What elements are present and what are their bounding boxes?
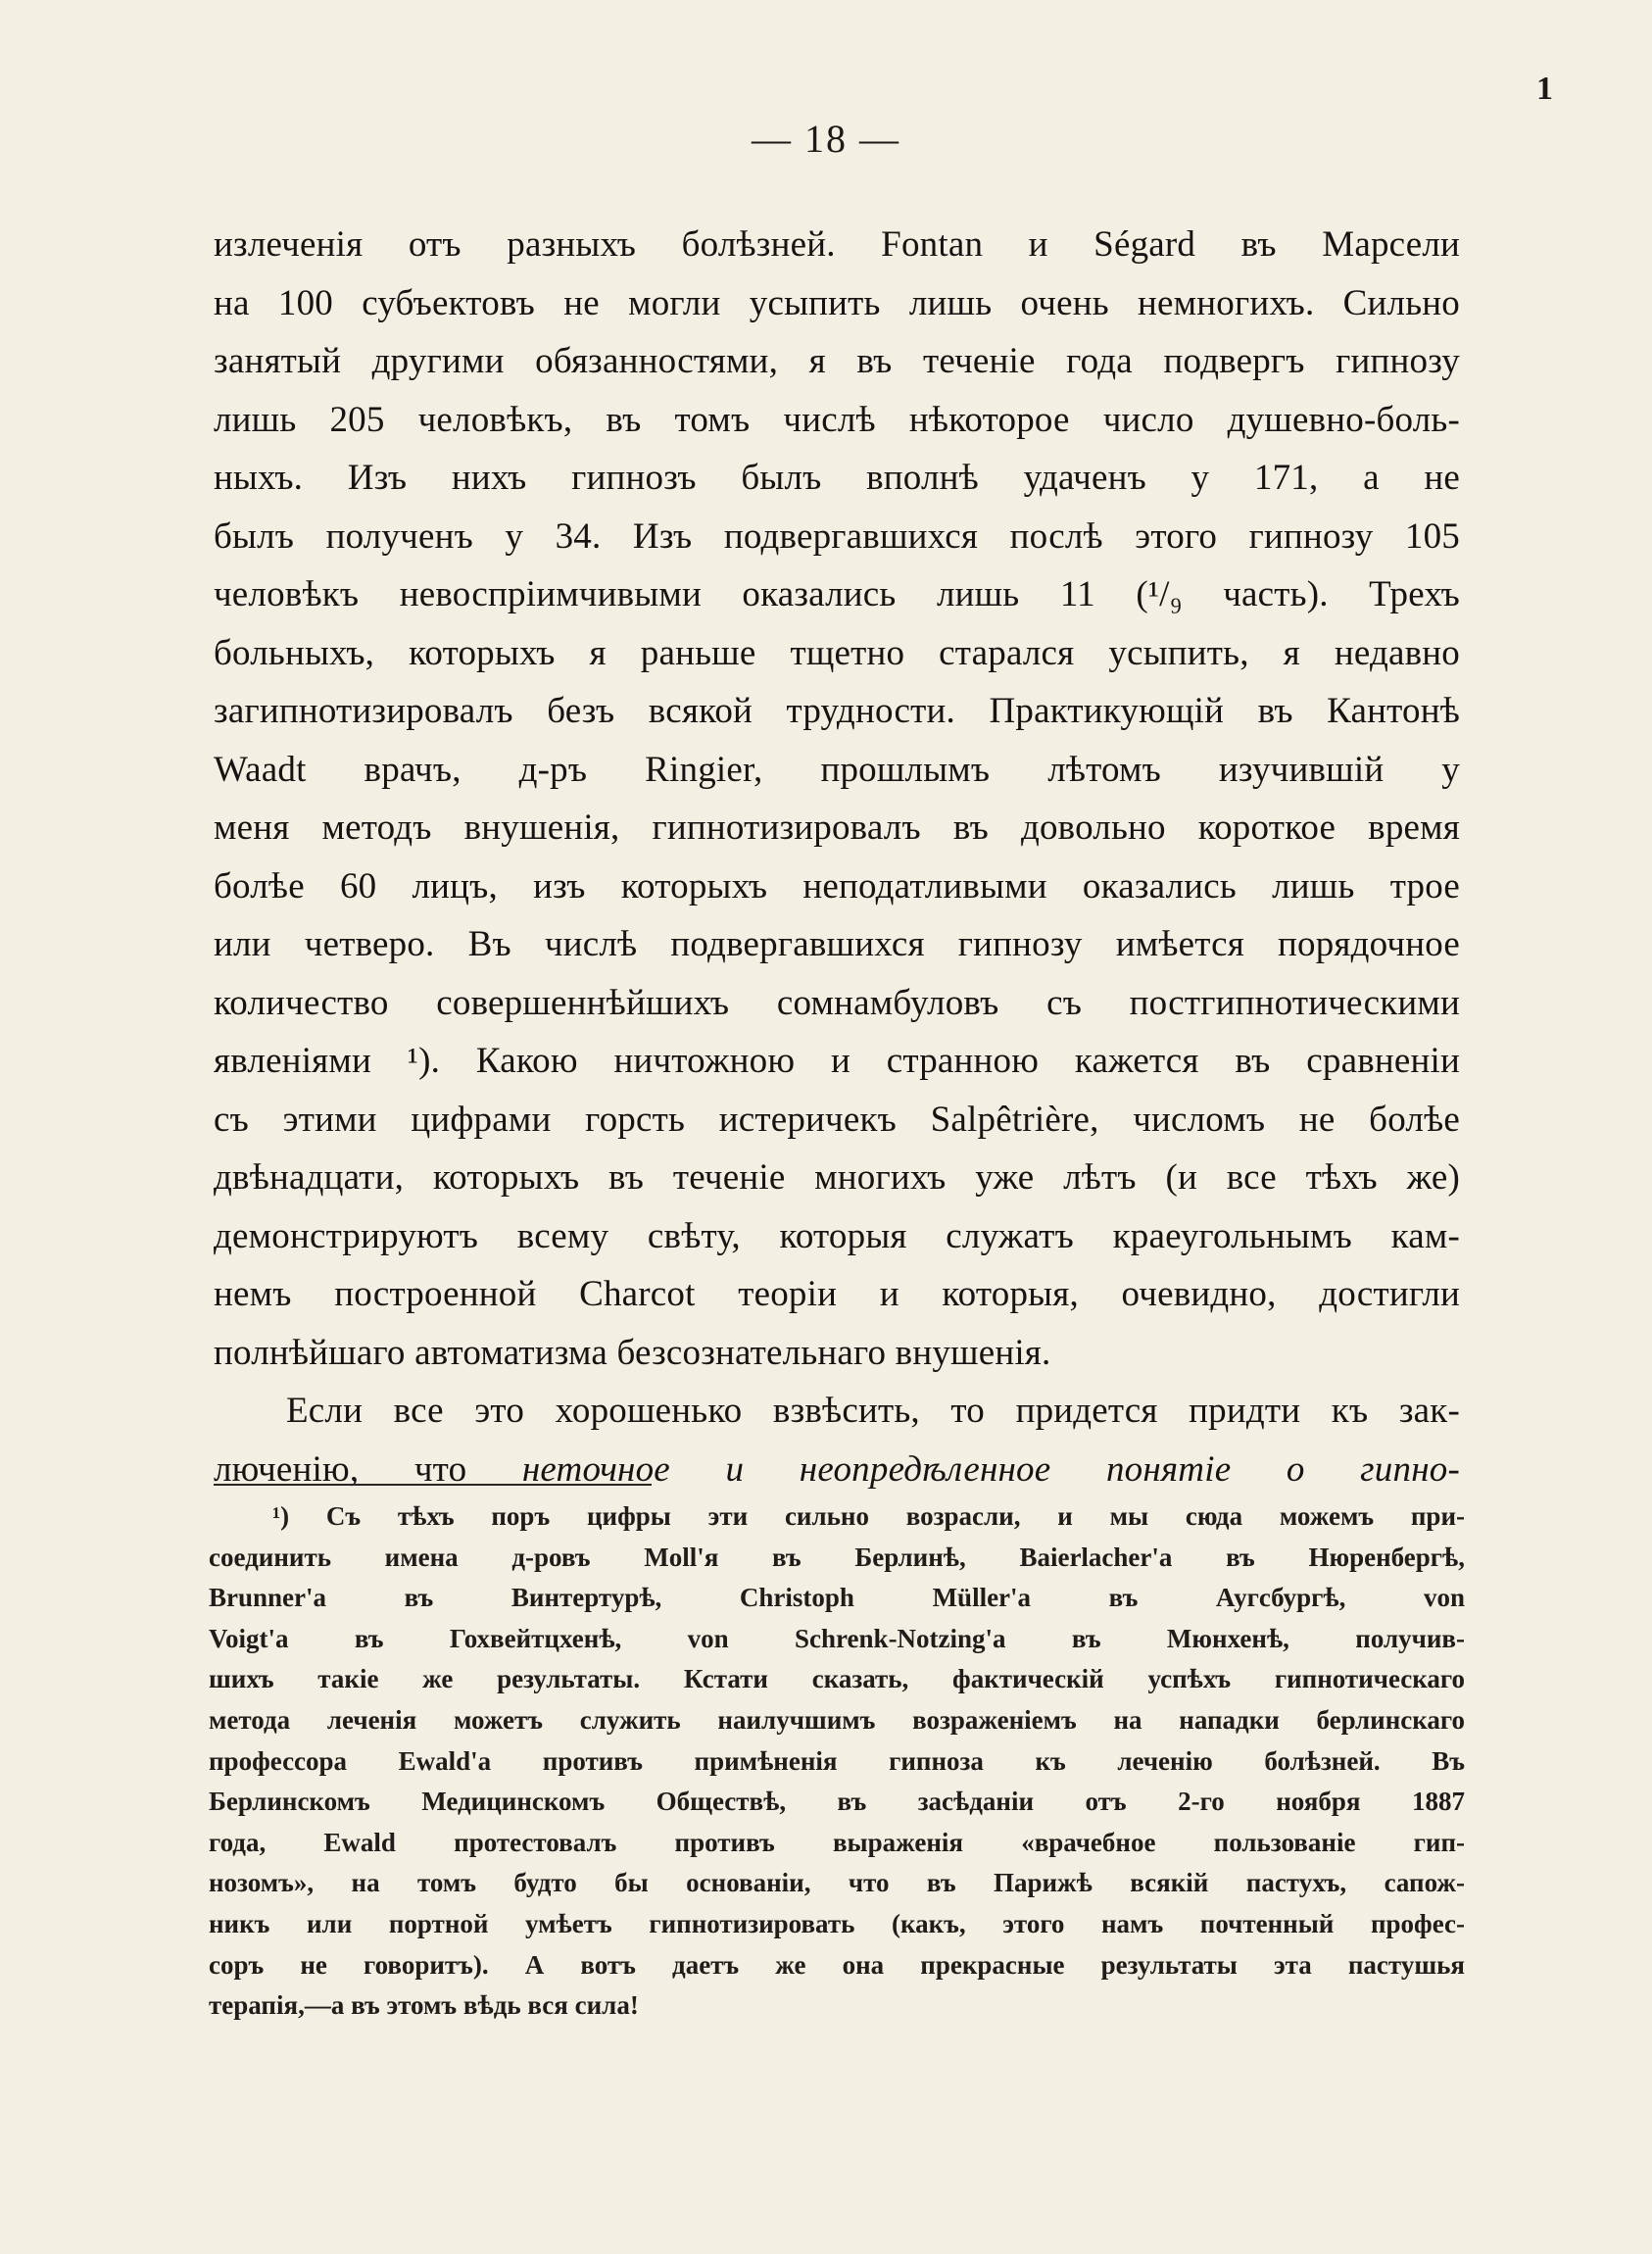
footnote-line: Берлинскомъ Медицинскомъ Обществѣ, въ засѣданіи отъ 2-го ноября 1887 xyxy=(209,1787,1465,1817)
footnote-line: соръ не говоритъ). А вотъ даетъ же она прекрасные результаты эта пастушья xyxy=(209,1949,1465,1980)
body-line: больныхъ, которыхъ я раньше тщетно старался усыпить, я недавно xyxy=(214,632,1460,673)
footnote-line: метода леченія можетъ служить наилучшимъ возраженіемъ на нападки берлинскаго xyxy=(209,1704,1465,1735)
footnote-line: никъ или портной умѣетъ гипнотизировать (какъ, этого намъ почтенный профес- xyxy=(209,1908,1465,1938)
body-text xyxy=(214,216,1460,1498)
body-line: загипнотизировалъ безъ всякой трудности. Практикующій въ Кантонѣ xyxy=(214,691,1460,731)
body-line: явленіями ¹). Какою ничтожною и странною кажется въ сравненіи xyxy=(214,1041,1460,1081)
body-line: количество совершеннѣйшихъ сомнамбуловъ съ постгипнотическими xyxy=(214,982,1460,1023)
body-line: Если все это хорошенько взвѣсить, то придется придти къ зак- xyxy=(286,1391,1460,1431)
body-line: Waadt врачъ, д-ръ Ringier, прошлымъ лѣтомъ изучившій у xyxy=(214,749,1460,790)
footnote-line: соединить имена д-ровъ Moll'я въ Берлинѣ, Baierlacher'а въ Нюренбергѣ, xyxy=(209,1542,1465,1572)
body-line: занятый другими обязанностями, я въ теченіе года подвергъ гипнозу xyxy=(214,341,1460,381)
footnote-line: нозомъ», на томъ будто бы основаніи, что въ Парижѣ всякій пастухъ, сапож- xyxy=(209,1868,1465,1898)
body-line: болѣе 60 лицъ, изъ которыхъ неподатливыми оказались лишь трое xyxy=(214,865,1460,906)
body-line-last xyxy=(214,1441,1460,1499)
body-line: меня методъ внушенія, гипнотизировалъ въ довольно короткое время xyxy=(214,808,1460,848)
corner-mark: 1 xyxy=(1536,71,1553,107)
footnote-divider xyxy=(214,1484,652,1486)
footnote-line: профессора Ewald'а противъ примѣненія гипноза къ леченію болѣзней. Въ xyxy=(209,1745,1465,1776)
body-line: или четверо. Въ числѣ подвергавшихся гипнозу имѣется порядочное xyxy=(214,924,1460,964)
footnote-line: года, Ewald протестовалъ противъ выраженія «врачебное пользованіе гип- xyxy=(209,1827,1465,1857)
body-line: съ этими цифрами горсть истеричекъ Salpêtrière, числомъ не болѣе xyxy=(214,1099,1460,1140)
body-line: излеченія отъ разныхъ болѣзней. Fontan и Ségard въ Марсели xyxy=(214,224,1460,265)
footnote-line: Voigt'а въ Гохвейтцхенѣ, von Schrenk-Notzing'а въ Мюнхенѣ, получив- xyxy=(209,1623,1465,1653)
body-line: человѣкъ невоспріимчивыми оказались лишь 11 (¹/₉ часть). Трехъ xyxy=(214,574,1460,614)
footnote-line: шихъ такіе же результаты. Кстати сказать, фактическій успѣхъ гипнотическаго xyxy=(209,1664,1465,1694)
footnote-line: Brunner'а въ Винтертурѣ, Christoph Müller'а въ Аугсбургѣ, von xyxy=(209,1583,1465,1613)
footnote-line: терапія,—а въ этомъ вѣдь вся сила! xyxy=(209,1990,639,2021)
body-line: немъ построенной Charcot теоріи и которыя, очевидно, достигли xyxy=(214,1274,1460,1314)
body-line: полнѣйшаго автоматизма безсознательнаго внушенія. xyxy=(214,1332,1051,1373)
footnote xyxy=(209,1496,1465,2027)
body-line: былъ полученъ у 34. Изъ подвергавшихся послѣ этого гипнозу 105 xyxy=(214,515,1460,557)
body-line: ныхъ. Изъ нихъ гипнозъ былъ вполнѣ удаченъ у 171, а не xyxy=(214,458,1460,498)
page-number: — 18 — xyxy=(752,117,900,161)
body-last-lead: люченію, что xyxy=(214,1448,467,1490)
body-line: двѣнадцати, которыхъ въ теченіе многихъ уже лѣтъ (и все тѣхъ же) xyxy=(214,1157,1460,1198)
body-line: демонстрируютъ всему свѣту, которыя служатъ краеугольнымъ кам- xyxy=(214,1215,1460,1256)
body-line: лишь 205 человѣкъ, въ томъ числѣ нѣкоторое число душевно-боль- xyxy=(214,399,1460,440)
body-line: на 100 субъектовъ не могли усыпить лишь очень немногихъ. Сильно xyxy=(214,282,1460,323)
body-last-italic: неточное и неопредѣленное понятіе о гипно- xyxy=(521,1448,1460,1490)
footnote-line: ¹) Съ тѣхъ поръ цифры эти сильно возрасли, и мы сюда можемъ при- xyxy=(272,1501,1465,1531)
